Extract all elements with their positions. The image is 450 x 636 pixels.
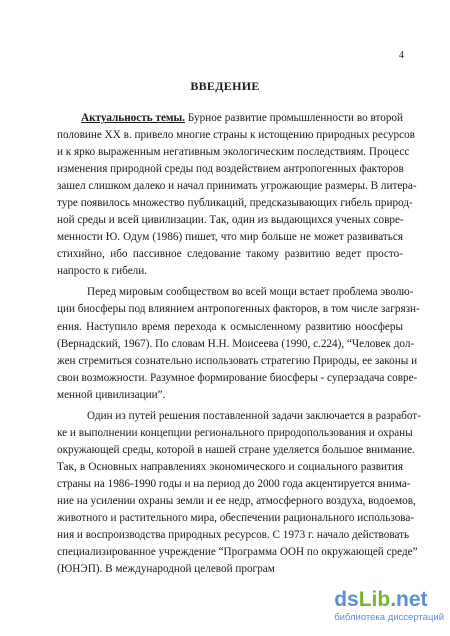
text-line (57, 111, 403, 125)
text-line: стихийно, ибо пассивное следование такому развитию ведет просто- (57, 248, 403, 261)
text-line: ния и воспроизводства природных ресурсов. С 1973 г. начало действовать (57, 528, 410, 541)
page-title: ВВЕДЕНИЕ (190, 79, 260, 93)
text-line-content: Бурное развитие промышленности во второй (185, 112, 404, 124)
watermark (334, 589, 444, 623)
text-line: изменения природной среды под воздействием антропогенных факторов (57, 163, 404, 176)
page-number: 4 (399, 50, 404, 61)
text-line: Перед мировым сообществом во всей мощи встает проблема эволю- (87, 286, 414, 299)
text-line: Один из путей решения поставленной задачи заключается в разработ- (87, 409, 421, 422)
text-line: ции биосферы под влиянием антропогенных факторов, в том числе загрязн- (57, 303, 420, 316)
text-line: Так, в Основных направлениях экономического и социального развития (57, 460, 403, 473)
text-line: (ЮНЭП). В международной целевой програм (57, 563, 275, 575)
text-line: напросто к гибели. (57, 265, 148, 278)
section-heading: Актуальность темы. (81, 112, 186, 124)
text-line: свои возможности. Разумное формирование биосферы - суперзадача совре- (57, 371, 418, 384)
text-line: окружающей среды, которой в нашей стране уделяется большое внимание. (57, 443, 415, 456)
text-line: и к ярко выраженным негативным экологическим последствиям. Процесс (57, 146, 410, 159)
text-line: ной среды и всей цивилизации. Так, один из выдающихся ученых совре- (57, 214, 404, 227)
text-line: ения. Наступило время перехода к осмысленному развитию ноосферы (57, 320, 403, 333)
text-line: ке и выполнении концепции регионального природопользования и охраны (57, 426, 413, 439)
dslib-logo: dsLib.net (334, 588, 428, 611)
text-line: животного и растительного мира, обеспечении рационального использова- (57, 511, 415, 524)
text-line: ние на усилении охраны земли и ее недр, атмосферного воздуха, водоемов, (57, 494, 416, 507)
text-line: менной цивилизации”. (57, 388, 166, 401)
text-line: половине XX в. привело многие страны к истощению природных ресурсов (57, 129, 415, 141)
text-line: менности Ю. Одум (1986) пишет, что мир больше не может развиваться (57, 231, 403, 244)
watermark-subtitle: библиотека диссертаций (334, 612, 444, 623)
text-line: специализированное учреждение “Программа ООН по окружающей среде” (57, 546, 418, 558)
text-line: туре появилось множество публикаций, предсказывающих гибель природ- (57, 197, 413, 210)
text-line: страны на 1986-1990 годы и на период до 2000 года акцентируется внима- (57, 477, 411, 490)
text-line: жен стремиться сознательно использовать стратегию Природы, ее законы и (57, 354, 418, 367)
text-line: зашел слишком далеко и начал принимать угрожающие размеры. В литера- (57, 180, 417, 193)
text-line: (Вернадский, 1967). По словам Н.Н. Моисеева (1990, с.224), “Человек дол- (57, 337, 415, 350)
